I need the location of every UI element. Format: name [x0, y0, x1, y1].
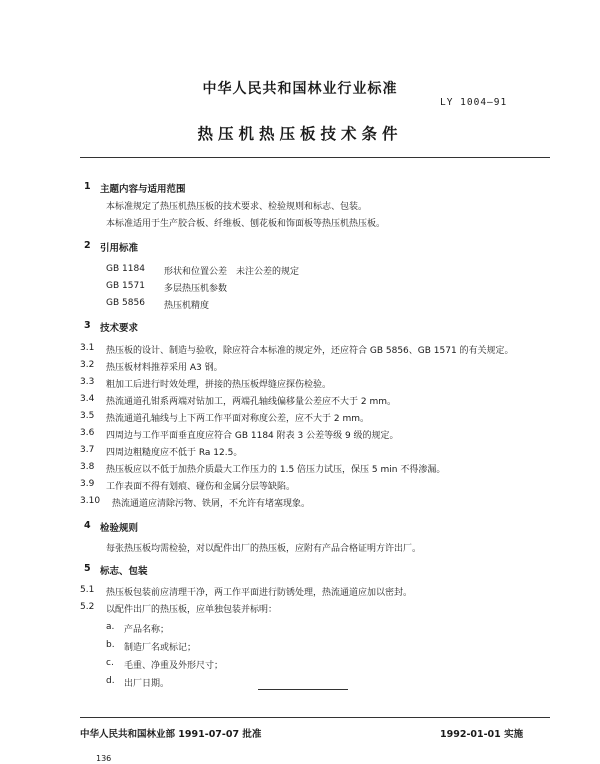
- clause-text: 工作表面不得有划痕、碰伤和金属分层等缺陷。: [106, 482, 296, 492]
- list-marker: b.: [106, 640, 115, 650]
- reference-code: GB 1184: [106, 264, 145, 274]
- section-3-number: 3: [84, 320, 91, 331]
- clause-number: 3.5: [80, 411, 95, 421]
- clause-number: 3.1: [80, 343, 95, 353]
- section-4-number: 4: [84, 520, 91, 531]
- section-1-title: 主题内容与适用范围: [100, 184, 186, 195]
- list-item-text: 毛重、净重及外形尺寸；: [124, 661, 224, 671]
- clause-text: 热流通道孔轴线与上下两工作平面对称度公差，应不大于 2 mm。: [106, 414, 369, 424]
- clause-text: 热压板的设计、制造与验收，除应符合本标准的规定外，还应符合 GB 5856、GB 1571 的有关规定。: [106, 346, 514, 356]
- section-2-number: 2: [84, 240, 91, 251]
- clause-number: 3.7: [80, 445, 95, 455]
- reference-title: 形状和位置公差 未注公差的规定: [164, 267, 300, 277]
- footer-divider: [80, 717, 550, 718]
- section-4-title: 检验规则: [100, 523, 139, 534]
- clause-number: 3.8: [80, 462, 95, 472]
- section-3-title: 技术要求: [100, 323, 139, 334]
- section-2-title: 引用标准: [100, 243, 139, 254]
- end-divider: [258, 689, 348, 690]
- implementation-date: 1992-01-01 实施: [440, 729, 524, 740]
- section-5-number: 5: [84, 563, 91, 574]
- clause-text: 热压板材料推荐采用 A3 钢。: [106, 363, 223, 373]
- list-item-text: 出厂日期。: [124, 679, 170, 689]
- org-title: 中华人民共和国林业行业标准: [202, 81, 398, 97]
- clause-text: 以配件出厂的热压板，应单独包装并标明：: [106, 605, 278, 615]
- clause-text: 热流通道应清除污物、铁屑，不允许有堵塞现象。: [112, 499, 311, 509]
- clause-text: 热流通道孔钳系两端对钻加工，两端孔轴线偏移量公差应不大于 2 mm。: [106, 397, 396, 407]
- clause-number: 3.2: [80, 360, 95, 370]
- section-4-paragraph: 每张热压板均需检验，对以配件出厂的热压板，应附有产品合格证明方许出厂。: [106, 544, 422, 554]
- top-divider: [80, 157, 550, 158]
- list-item-text: 产品名称；: [124, 625, 170, 635]
- list-marker: d.: [106, 676, 115, 686]
- clause-number: 3.6: [80, 428, 95, 438]
- clause-number: 3.4: [80, 394, 95, 404]
- clause-text: 粗加工后进行时效处理，拼接的热压板焊缝应探伤检验。: [106, 380, 332, 390]
- section-5-title: 标志、包装: [100, 566, 148, 577]
- section-1-paragraph: 本标准规定了热压机热压板的技术要求、检验规则和标志、包装。: [106, 202, 368, 212]
- clause-number: 5.1: [80, 585, 95, 595]
- clause-number: 3.10: [80, 496, 101, 506]
- reference-code: GB 5856: [106, 298, 145, 308]
- clause-text: 热压板包装前应清理干净，两工作平面进行防锈处理，热流通道应加以密封。: [106, 588, 413, 598]
- section-1-number: 1: [84, 181, 91, 192]
- standard-code: LY 1004—91: [440, 97, 508, 108]
- clause-number: 5.2: [80, 602, 95, 612]
- clause-text: 四周边与工作平面垂直度应符合 GB 1184 附表 3 公差等级 9 级的规定。: [106, 431, 399, 441]
- reference-code: GB 1571: [106, 281, 145, 291]
- document-title: 热压机热压板技术条件: [197, 125, 403, 143]
- clause-number: 3.9: [80, 479, 95, 489]
- list-marker: a.: [106, 622, 115, 632]
- clause-number: 3.3: [80, 377, 95, 387]
- clause-text: 热压板应以不低于加热介质最大工作压力的 1.5 倍压力试压，保压 5 min 不得渗漏。: [106, 465, 446, 475]
- approval-line: 中华人民共和国林业部 1991-07-07 批准: [80, 729, 262, 740]
- page-number: 136: [96, 754, 112, 763]
- list-item-text: 制造厂名或标记；: [124, 643, 197, 653]
- list-marker: c.: [106, 658, 114, 668]
- reference-title: 多层热压机参数: [164, 284, 228, 294]
- section-1-paragraph: 本标准适用于生产胶合板、纤维板、刨花板和饰面板等热压机热压板。: [106, 219, 386, 229]
- clause-text: 四周边粗糙度应不低于 Ra 12.5。: [106, 448, 243, 458]
- reference-title: 热压机精度: [164, 301, 210, 311]
